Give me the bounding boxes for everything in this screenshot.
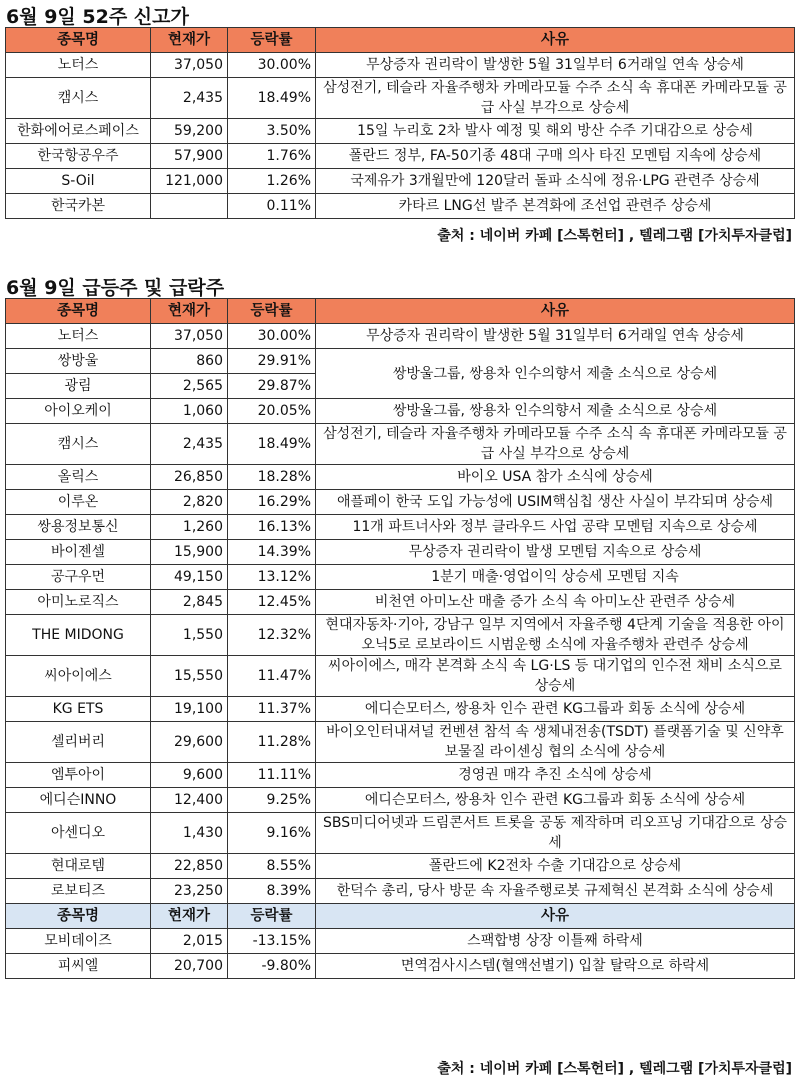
table-row (6, 722, 795, 763)
header-name: 종목명 (6, 28, 151, 53)
surge-drop-table (5, 298, 795, 979)
stock-rate: 12.32% (228, 615, 316, 656)
stock-rate: 18.49% (228, 78, 316, 119)
table-row (6, 424, 795, 465)
stock-price: 1,550 (151, 615, 228, 656)
stock-reason: 현대자동차·기아, 강남구 일부 지역에서 자율주행 4단계 기술을 적용한 아이오닉5로 로보라이드 시범운행 소식에 자율주행차 관련주 상승세 (316, 615, 795, 656)
header-price: 현재가 (151, 28, 228, 53)
table-row (6, 53, 795, 78)
stock-rate: 30.00% (228, 53, 316, 78)
stock-name: 아센디오 (6, 813, 151, 854)
stock-price: 1,430 (151, 813, 228, 854)
stock-price: 860 (151, 349, 228, 374)
stock-rate: 11.37% (228, 697, 316, 722)
table-row (6, 144, 795, 169)
new-high-table (5, 27, 795, 219)
stock-reason: 삼성전기, 테슬라 자율주행차 카메라모듈 수주 소식 속 휴대폰 카메라모듈 공급 사실 부각으로 상승세 (316, 424, 795, 465)
stock-reason: 씨아이에스, 매각 본격화 소식 속 LG·LS 등 대기업의 인수전 채비 소식으로 상승세 (316, 656, 795, 697)
stock-rate: 3.50% (228, 119, 316, 144)
stock-rate: 8.39% (228, 879, 316, 904)
table-row (6, 324, 795, 349)
stock-name: S-Oil (6, 169, 151, 194)
stock-reason: SBS미디어넷과 드림콘서트 트롯을 공동 제작하며 리오프닝 기대감으로 상승세 (316, 813, 795, 854)
table-row (6, 194, 795, 219)
table-row (6, 565, 795, 590)
stock-rate: 14.39% (228, 540, 316, 565)
stock-reason: 에디슨모터스, 쌍용차 인수 관련 KG그룹과 회동 소식에 상승세 (316, 697, 795, 722)
stock-name: 이루온 (6, 490, 151, 515)
stock-rate: 1.76% (228, 144, 316, 169)
stock-name: 아이오케이 (6, 399, 151, 424)
stock-name: 노터스 (6, 53, 151, 78)
stock-price: 12,400 (151, 788, 228, 813)
source-caption-2: 출처 : 네이버 카페 [스톡헌터] , 텔레그램 [가치투자클럽] (437, 1061, 792, 1077)
table-row (6, 78, 795, 119)
stock-price: 23,250 (151, 879, 228, 904)
stock-rate: 12.45% (228, 590, 316, 615)
stock-price: 29,600 (151, 722, 228, 763)
stock-reason: 무상증자 권리락이 발생 모멘텀 지속으로 상승세 (316, 540, 795, 565)
stock-name: 피씨엘 (6, 954, 151, 979)
stock-rate: 20.05% (228, 399, 316, 424)
stock-name: 한국항공우주 (6, 144, 151, 169)
stock-reason: 무상증자 권리락이 발생한 5월 31일부터 6거래일 연속 상승세 (316, 53, 795, 78)
header-price: 현재가 (151, 299, 228, 324)
stock-price: 121,000 (151, 169, 228, 194)
stock-price: 37,050 (151, 53, 228, 78)
stock-price: 2,565 (151, 374, 228, 399)
stock-price: 59,200 (151, 119, 228, 144)
stock-price: 49,150 (151, 565, 228, 590)
section1-title: 6월 9일 52주 신고가 (6, 6, 189, 28)
header-name: 종목명 (6, 299, 151, 324)
table-row (6, 615, 795, 656)
stock-price: 2,845 (151, 590, 228, 615)
stock-price: 2,820 (151, 490, 228, 515)
stock-name: THE MIDONG (6, 615, 151, 656)
stock-name: 올릭스 (6, 465, 151, 490)
stock-reason: 11개 파트너사와 정부 클라우드 사업 공략 모멘텀 지속으로 상승세 (316, 515, 795, 540)
section2-title: 6월 9일 급등주 및 급락주 (6, 277, 225, 299)
header-reason: 사유 (316, 299, 795, 324)
table-header-row-fall (6, 904, 795, 929)
stock-reason: 쌍방울그룹, 쌍용차 인수의향서 제출 소식으로 상승세 (316, 399, 795, 424)
table-row (6, 465, 795, 490)
stock-rate: -9.80% (228, 954, 316, 979)
stock-reason: 15일 누리호 2차 발사 예정 및 해외 방산 수주 기대감으로 상승세 (316, 119, 795, 144)
stock-price: 2,435 (151, 424, 228, 465)
stock-rate: 11.47% (228, 656, 316, 697)
stock-name: 엠투아이 (6, 763, 151, 788)
stock-name: KG ETS (6, 697, 151, 722)
stock-name: 한국카본 (6, 194, 151, 219)
stock-reason: 카타르 LNG선 발주 본격화에 조선업 관련주 상승세 (316, 194, 795, 219)
stock-name: 바이젠셀 (6, 540, 151, 565)
stock-price: 26,850 (151, 465, 228, 490)
header-rate: 등락률 (228, 299, 316, 324)
stock-reason: 무상증자 권리락이 발생한 5월 31일부터 6거래일 연속 상승세 (316, 324, 795, 349)
stock-name: 노터스 (6, 324, 151, 349)
stock-rate: 29.87% (228, 374, 316, 399)
stock-rate: 9.16% (228, 813, 316, 854)
stock-rate: 1.26% (228, 169, 316, 194)
stock-rate: 18.28% (228, 465, 316, 490)
stock-reason: 스팩합병 상장 이틀째 하락세 (316, 929, 795, 954)
header-reason: 사유 (316, 904, 795, 929)
table-row (6, 169, 795, 194)
table-header-row (6, 28, 795, 53)
table-row (6, 119, 795, 144)
stock-name: 한화에어로스페이스 (6, 119, 151, 144)
stock-name: 현대로템 (6, 854, 151, 879)
table-row (6, 590, 795, 615)
stock-name: 광림 (6, 374, 151, 399)
header-rate: 등락률 (228, 28, 316, 53)
header-name: 종목명 (6, 904, 151, 929)
stock-rate: 0.11% (228, 194, 316, 219)
stock-rate: 16.29% (228, 490, 316, 515)
stock-rate: 16.13% (228, 515, 316, 540)
stock-reason: 폴란드 정부, FA-50기종 48대 구매 의사 타진 모멘텀 지속에 상승세 (316, 144, 795, 169)
stock-price: 2,435 (151, 78, 228, 119)
stock-name: 셀리버리 (6, 722, 151, 763)
stock-rate: 9.25% (228, 788, 316, 813)
stock-name: 모비데이즈 (6, 929, 151, 954)
stock-reason: 폴란드에 K2전차 수출 기대감으로 상승세 (316, 854, 795, 879)
stock-price: 9,600 (151, 763, 228, 788)
stock-name: 캠시스 (6, 424, 151, 465)
table-row (6, 515, 795, 540)
stock-price: 1,060 (151, 399, 228, 424)
stock-rate: 8.55% (228, 854, 316, 879)
stock-name: 캠시스 (6, 78, 151, 119)
stock-rate: -13.15% (228, 929, 316, 954)
stock-reason: 에디슨모터스, 쌍용차 인수 관련 KG그룹과 회동 소식에 상승세 (316, 788, 795, 813)
table-row (6, 879, 795, 904)
stock-price: 15,900 (151, 540, 228, 565)
stock-name: 쌍용정보통신 (6, 515, 151, 540)
stock-price: 22,850 (151, 854, 228, 879)
table-row (6, 540, 795, 565)
table-row (6, 788, 795, 813)
table-row (6, 349, 795, 374)
table-header-row (6, 299, 795, 324)
stock-reason: 1분기 매출·영업이익 상승세 모멘텀 지속 (316, 565, 795, 590)
header-price: 현재가 (151, 904, 228, 929)
table-row (6, 954, 795, 979)
stock-name: 쌍방울 (6, 349, 151, 374)
stock-price: 20,700 (151, 954, 228, 979)
stock-price: 37,050 (151, 324, 228, 349)
table-row (6, 656, 795, 697)
stock-rate: 30.00% (228, 324, 316, 349)
stock-rate: 29.91% (228, 349, 316, 374)
header-rate: 등락률 (228, 904, 316, 929)
stock-rate: 18.49% (228, 424, 316, 465)
stock-reason: 바이오 USA 참가 소식에 상승세 (316, 465, 795, 490)
stock-reason: 국제유가 3개월만에 120달러 돌파 소식에 정유·LPG 관련주 상승세 (316, 169, 795, 194)
table-row (6, 697, 795, 722)
table-row (6, 929, 795, 954)
table-row (6, 813, 795, 854)
stock-rate: 13.12% (228, 565, 316, 590)
stock-reason: 비천연 아미노산 매출 증가 소식 속 아미노산 관련주 상승세 (316, 590, 795, 615)
stock-reason: 애플페이 한국 도입 가능성에 USIM핵심칩 생산 사실이 부각되며 상승세 (316, 490, 795, 515)
stock-name: 아미노로직스 (6, 590, 151, 615)
stock-reason: 바이오인터내셔널 컨벤션 참석 속 생체내전송(TSDT) 플랫폼기술 및 신약후보물질 라이센싱 협의 소식에 상승세 (316, 722, 795, 763)
table-row (6, 399, 795, 424)
stock-price: 1,260 (151, 515, 228, 540)
stock-rate: 11.28% (228, 722, 316, 763)
stock-price: 19,100 (151, 697, 228, 722)
header-reason: 사유 (316, 28, 795, 53)
stock-rate: 11.11% (228, 763, 316, 788)
stock-name: 씨아이에스 (6, 656, 151, 697)
stock-reason: 경영권 매각 추진 소식에 상승세 (316, 763, 795, 788)
stock-name: 공구우먼 (6, 565, 151, 590)
stock-price: 2,015 (151, 929, 228, 954)
table-row (6, 490, 795, 515)
stock-price: 57,900 (151, 144, 228, 169)
table-row (6, 854, 795, 879)
stock-reason: 삼성전기, 테슬라 자율주행차 카메라모듈 수주 소식 속 휴대폰 카메라모듈 공급 사실 부각으로 상승세 (316, 78, 795, 119)
stock-reason-merged: 쌍방울그룹, 쌍용차 인수의향서 제출 소식으로 상승세 (316, 349, 795, 399)
stock-name: 에디슨INNO (6, 788, 151, 813)
stock-price (151, 194, 228, 219)
table-row (6, 763, 795, 788)
stock-reason: 한덕수 총리, 당사 방문 속 자율주행로봇 규제혁신 본격화 소식에 상승세 (316, 879, 795, 904)
source-caption-1: 출처 : 네이버 카페 [스톡헌터] , 텔레그램 [가치투자클럽] (437, 228, 792, 244)
stock-name: 로보티즈 (6, 879, 151, 904)
stock-price: 15,550 (151, 656, 228, 697)
stock-reason: 면역검사시스템(혈액선별기) 입찰 탈락으로 하락세 (316, 954, 795, 979)
